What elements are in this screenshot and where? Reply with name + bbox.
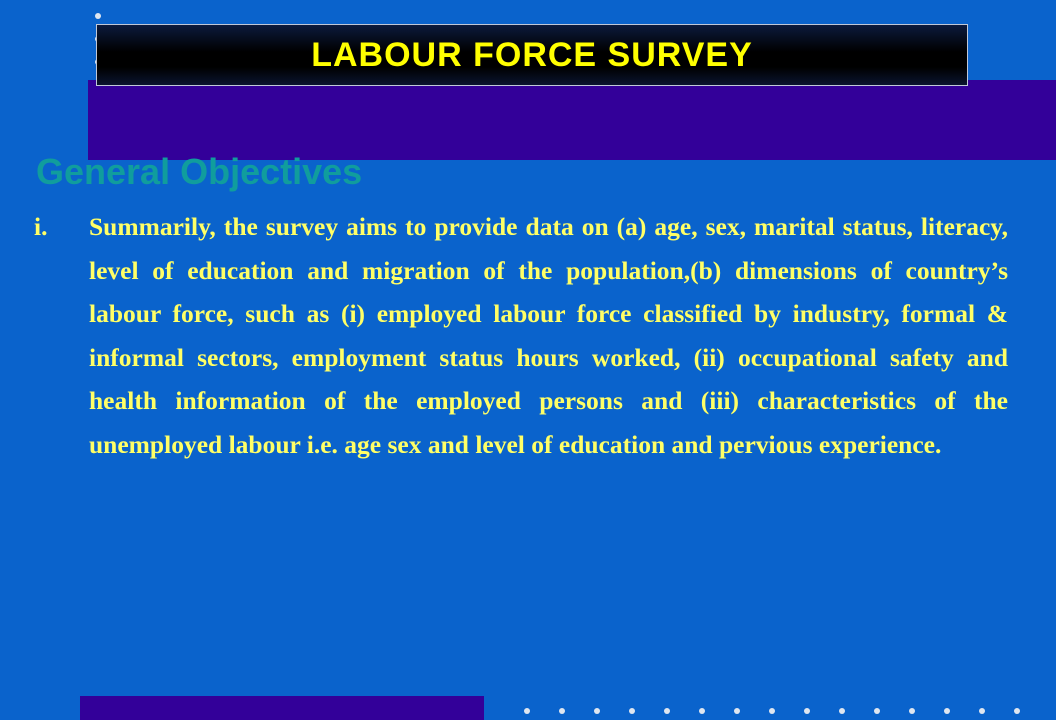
decorative-dot [839, 708, 845, 714]
decorative-dot [559, 708, 565, 714]
slide-title: LABOUR FORCE SURVEY [311, 36, 753, 74]
decorative-dot [874, 708, 880, 714]
objective-text: Summarily, the survey aims to provide data on (a) age, sex, marital status, literacy, level of education and migration of the population,(b) dimensions of country’s labour force, such as (i) employed labour force classified by industry, formal & informal sectors, employment status hours worked, (ii) occupational safety and health information of the employed persons and (iii) characteristics of the unemployed labour i.e. age sex and level of education and pervious experience. [89, 212, 1008, 459]
decorative-dot [95, 13, 101, 19]
section-subheading: General Objectives [36, 151, 363, 192]
list-marker: i. [34, 212, 48, 241]
decorative-dot [979, 708, 985, 714]
decorative-dot [734, 708, 740, 714]
decorative-dot [664, 708, 670, 714]
decorative-dot [909, 708, 915, 714]
decorative-band-top [88, 80, 1056, 160]
decorative-dot [524, 708, 530, 714]
decorative-band-bottom [80, 696, 484, 720]
decorative-dot [944, 708, 950, 714]
decorative-dot [699, 708, 705, 714]
decorative-dot [769, 708, 775, 714]
decorative-dot [1014, 708, 1020, 714]
decorative-dot [594, 708, 600, 714]
decorative-dot [629, 708, 635, 714]
title-banner [96, 24, 968, 86]
objective-item [34, 205, 1008, 467]
decorative-dot [804, 708, 810, 714]
